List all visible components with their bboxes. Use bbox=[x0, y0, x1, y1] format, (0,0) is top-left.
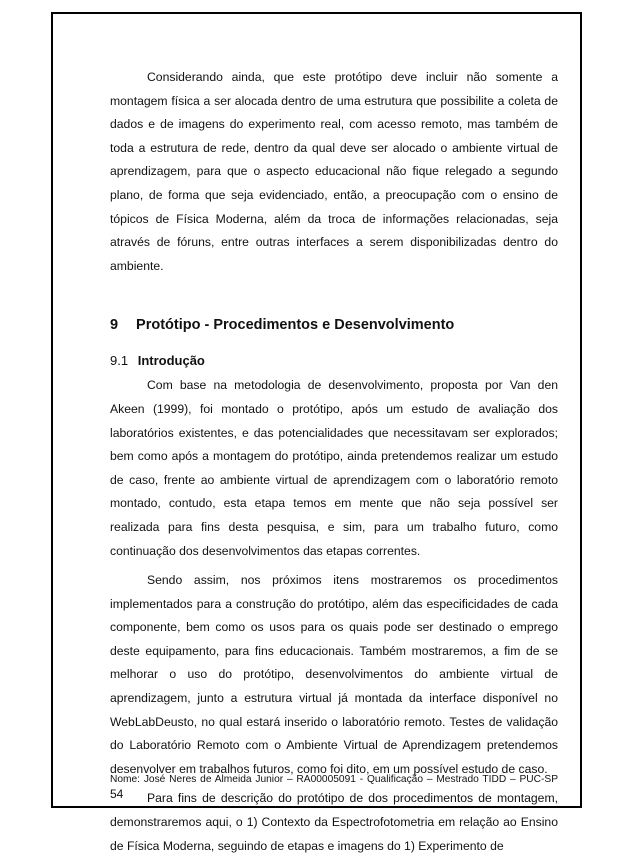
subsection-number: 9.1 bbox=[110, 353, 129, 369]
paragraph-methodology: Com base na metodologia de desenvolvimento, proposta por Van den Akeen (1999), foi montado o protótipo, após um estudo de avaliação dos laboratórios existentes, e das potencialidades que necessitavam ser explorados; bem como após a montagem do protótipo, ainda pretendemos realizar um estudo de caso, frente ao ambiente virtual de aprendizagem com o laboratório remoto montado, contudo, esta etapa temos em mente que não seja possível ser realizada para fins desta pesquisa, e sim, para um trabalho futuro, como continuação dos desenvolvimentos das etapas correntes. bbox=[110, 378, 558, 558]
subsection-title: Introdução bbox=[137, 353, 205, 369]
section-title: Protótipo - Procedimentos e Desenvolvimento bbox=[136, 317, 455, 334]
page-number: 54 bbox=[110, 787, 124, 801]
page-footer: Nome: José Neres de Almeida Junior – RA00005091 - Qualificação – Mestrado TIDD – PUC-SP bbox=[110, 774, 558, 785]
paragraph-description: Para fins de descrição do protótipo de dos procedimentos de montagem, demonstraremos aqui, o 1) Contexto da Espectrofotometria em relação ao Ensino de Física Moderna, seguindo de etapas e imagens do 1) Experimento de bbox=[110, 791, 558, 853]
paragraph-next-items: Sendo assim, nos próximos itens mostraremos os procedimentos implementados para a construção do protótipo, além das especificidades de cada componente, bem como os usos para os quais pode ser destinado o emprego deste equipamento, para fins educacionais. Também mostraremos, a fim de se melhorar o uso do protótipo, desenvolvimentos do ambiente virtual de aprendizagem, junto a estrutura virtual já montada da interface disponível no WebLabDeusto, no qual estará inserido o laboratório remoto. Testes de validação do Laboratório Remoto com o Ambiente Virtual de Aprendizagem pretendemos desenvolver em trabalhos futuros, como foi dito, em um possível estudo de caso. bbox=[110, 573, 558, 776]
section-heading bbox=[110, 317, 558, 333]
section-number: 9 bbox=[110, 317, 119, 334]
page-body bbox=[110, 66, 558, 858]
subsection-heading bbox=[110, 353, 558, 368]
paragraph-intro: Considerando ainda, que este protótipo deve incluir não somente a montagem física a ser alocada dentro de uma estrutura que possibilite a coleta de dados e de imagens do experimento real, com acesso remoto, mas também de toda a estrutura de rede, dentro da qual deve ser alocado o ambiente virtual de aprendizagem, para que o aspecto educacional não fique relegado a segundo plano, de forma que seja evidenciado, então, a preocupação com o ensino de tópicos de Física Moderna, além da troca de informações relacionadas, seja através de fóruns, entre outras interfaces a serem disponibilizadas dentro do ambiente. bbox=[110, 70, 558, 273]
